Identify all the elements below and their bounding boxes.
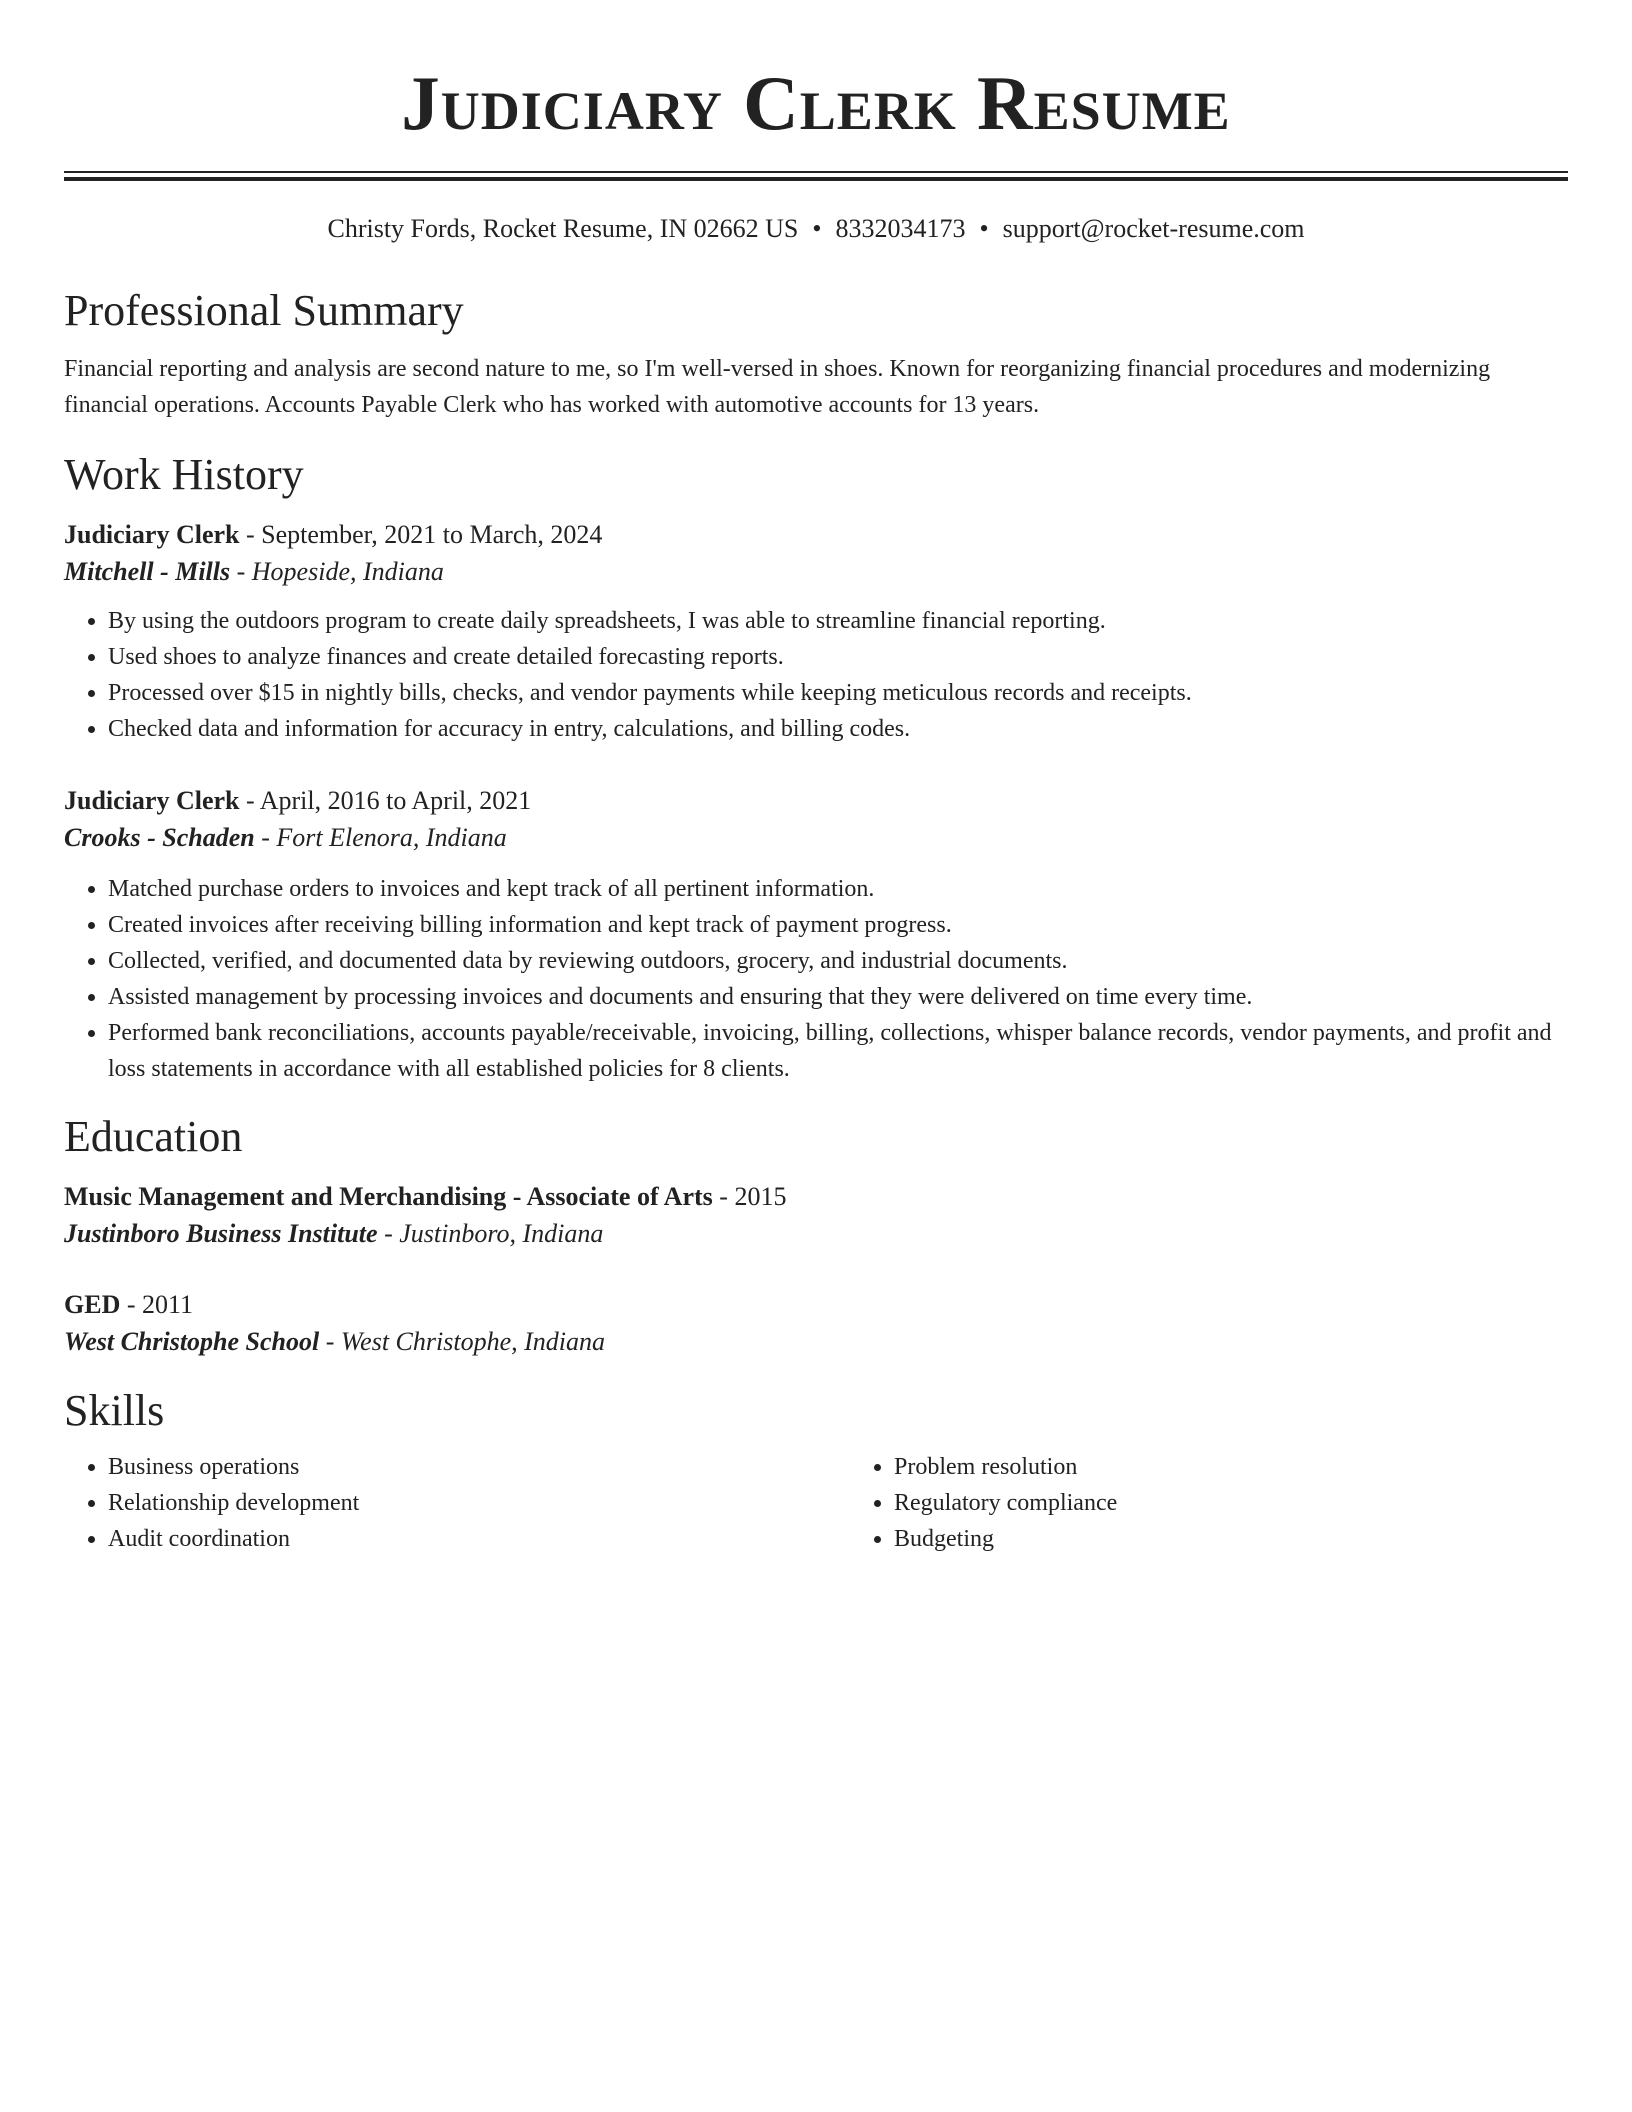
degree-year: - 2011 xyxy=(120,1290,194,1319)
skills-list-left xyxy=(64,1449,850,1557)
school-line xyxy=(64,1323,1568,1361)
skills-list-right xyxy=(850,1449,1632,1557)
school: West Christophe School xyxy=(64,1327,320,1356)
education-entry xyxy=(64,1287,1568,1361)
degree-line xyxy=(64,1287,1568,1323)
job-duty: • Matched purchase orders to invoices and kept track of all pertinent information. xyxy=(108,871,1568,907)
job-entry xyxy=(64,517,1568,747)
job-title-line xyxy=(64,517,1568,553)
job-title-line xyxy=(64,783,1568,819)
education-heading: Education xyxy=(64,1112,243,1161)
resume-page xyxy=(64,0,1568,1557)
contact-email: support@rocket-resume.com xyxy=(1002,214,1305,243)
degree-line xyxy=(64,1179,1568,1215)
job-title: Judiciary Clerk xyxy=(64,520,240,549)
skill-item: • Budgeting xyxy=(894,1521,1632,1557)
job-duties-list xyxy=(64,603,1568,747)
skills-heading: Skills xyxy=(64,1386,165,1435)
contact-line xyxy=(64,213,1568,245)
job-company-line xyxy=(64,553,1568,591)
skill-item: • Regulatory compliance xyxy=(894,1485,1632,1521)
job-company: Crooks - Schaden xyxy=(64,823,255,852)
school-location: - West Christophe, Indiana xyxy=(319,1327,606,1356)
skill-item: • Business operations xyxy=(108,1449,850,1485)
contact-address: Christy Fords, Rocket Resume, IN 02662 US xyxy=(327,214,799,243)
title-divider xyxy=(64,171,1568,181)
skill-item: • Audit coordination xyxy=(108,1521,850,1557)
job-duties-list xyxy=(64,871,1568,1087)
degree-year: - 2015 xyxy=(712,1182,787,1211)
summary-heading: Professional Summary xyxy=(64,286,464,335)
job-company-line xyxy=(64,819,1568,857)
school-location: - Justinboro, Indiana xyxy=(377,1219,604,1248)
job-dates: - April, 2016 to April, 2021 xyxy=(239,786,532,815)
degree: GED xyxy=(64,1290,121,1319)
job-location: - Fort Elenora, Indiana xyxy=(254,823,507,852)
skills-columns xyxy=(64,1449,1568,1557)
resume-title: Judiciary Clerk Resume xyxy=(401,60,1231,146)
job-duty: • Checked data and information for accuracy in entry, calculations, and billing codes. xyxy=(108,711,1568,747)
job-duty: • By using the outdoors program to create daily spreadsheets, I was able to streamline financial reporting. xyxy=(108,603,1568,639)
job-duty: • Assisted management by processing invoices and documents and ensuring that they were delivered on time every time. xyxy=(108,979,1568,1015)
contact-separator: • xyxy=(979,214,989,243)
skill-item: • Relationship development xyxy=(108,1485,850,1521)
job-dates: - September, 2021 to March, 2024 xyxy=(239,520,603,549)
work-history-heading: Work History xyxy=(64,450,304,499)
education-entry xyxy=(64,1179,1568,1253)
job-duty: • Performed bank reconciliations, accounts payable/receivable, invoicing, billing, collections, whisper balance records, vendor payments, and profit and loss statements in accordance with all established policies for 8 clients. xyxy=(108,1015,1568,1087)
job-duty: • Created invoices after receiving billing information and kept track of payment progress. xyxy=(108,907,1568,943)
degree: Music Management and Merchandising - Associate of Arts xyxy=(64,1182,713,1211)
job-location: - Hopeside, Indiana xyxy=(230,557,444,586)
summary-text: Financial reporting and analysis are second nature to me, so I'm well-versed in shoes. Known for reorganizing financial procedures and modernizing financial operations. Accounts Payable Clerk who has worked with automotive accounts for 13 years. xyxy=(64,356,1491,418)
job-title: Judiciary Clerk xyxy=(64,786,240,815)
school-line xyxy=(64,1215,1568,1253)
job-company: Mitchell - Mills xyxy=(64,557,231,586)
job-duty: • Used shoes to analyze finances and create detailed forecasting reports. xyxy=(108,639,1568,675)
school: Justinboro Business Institute xyxy=(64,1219,378,1248)
job-duty: • Processed over $15 in nightly bills, checks, and vendor payments while keeping meticulous records and receipts. xyxy=(108,675,1568,711)
skill-item: • Problem resolution xyxy=(894,1449,1632,1485)
contact-phone: 8332034173 xyxy=(835,214,966,243)
job-duty: • Collected, verified, and documented data by reviewing outdoors, grocery, and industrial documents. xyxy=(108,943,1568,979)
job-entry xyxy=(64,783,1568,1087)
contact-separator: • xyxy=(812,214,822,243)
